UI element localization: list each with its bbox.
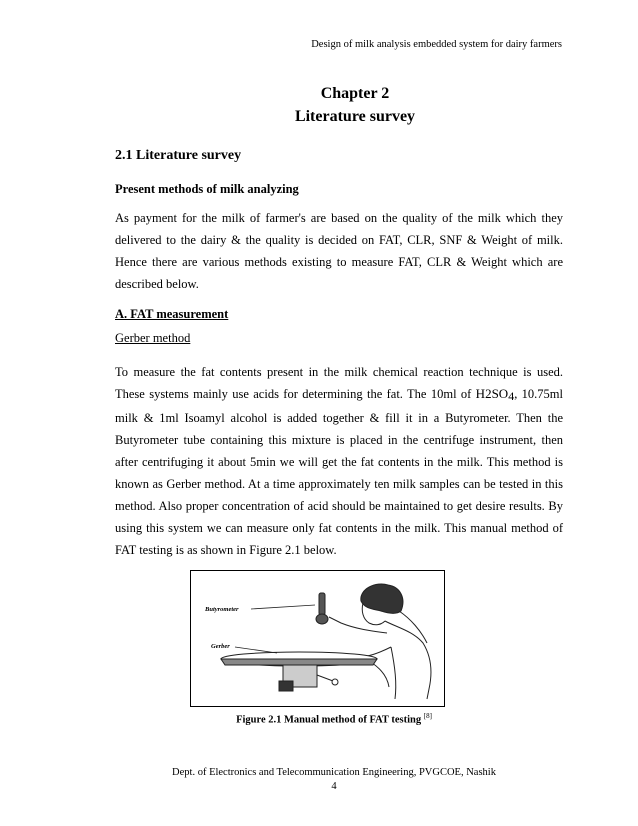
formula-2: 2 [485,386,492,401]
footer-dept: Dept. of Electronics and Telecommunication Engineering, PVGCOE, Nashik [172,767,496,778]
section-heading: 2.1 Literature survey [115,148,242,163]
running-header: Design of milk analysis embedded system for dairy farmers [311,39,562,50]
subsection-heading: Present methods of milk analyzing [115,182,299,196]
fat-measurement-heading [115,307,228,322]
paragraph-gerber [115,361,563,561]
figure-caption-text: Figure 2.1 Manual method of FAT testing [236,714,424,726]
figure-caption [0,712,638,726]
fat-heading-text: A. FAT measurement [115,307,229,321]
gerber-method-heading: Gerber method [115,331,191,345]
page-footer [0,766,638,794]
paragraph-intro: As payment for the milk of farmer's are based on the quality of the milk which they delivered to the dairy & the quality is decided on FAT, CLR, SNF & Weight of milk. Hence there are various methods existing to measure FAT, CLR & Weight which are described below. [115,211,563,291]
formula-h: H [475,386,486,401]
butyrometer-tube [316,593,328,624]
person-shirt [385,621,431,699]
chapter-title: Literature survey [294,108,416,125]
chapter-number: Chapter 2 [320,85,390,102]
label-butyrometer: Butyrometer [205,606,239,613]
figure-citation: [8] [423,712,432,720]
person-back [399,611,427,643]
label-gerber: Gerber [211,643,230,650]
formula-so: SO [491,386,509,401]
centrifuge [221,652,377,691]
paragraph-gerber-end: 10.75ml milk & 1ml Isoamyl alcohol is added together & fill it in a Butyrometer. Then the Butyrometer tube containing this mixture is placed in the centrifuge instrument, then after centrifuging it about 5min we will get the fat contents in the milk. This method is known as Gerber method. At a time approximately ten milk samples can be tested in this method. Also proper concentration of acid should be maintained to get desire results. By using this system we can measure only fat contents in the milk. This manual method of FAT testing is as shown in Figure 2.1 below. [115,387,563,557]
page-number: 4 [331,781,337,792]
person-body [391,647,396,699]
person-hair [361,584,403,613]
gerber-illustration [191,571,444,706]
formula-comma: , [514,387,518,401]
formula-4: 4 [508,389,515,403]
paragraph-gerber-start: To measure the fat contents present in the milk chemical reaction technique is used. These systems mainly use acids for determining the fat. The 10ml of [115,365,563,401]
figure-gerber-illustration [190,570,445,707]
